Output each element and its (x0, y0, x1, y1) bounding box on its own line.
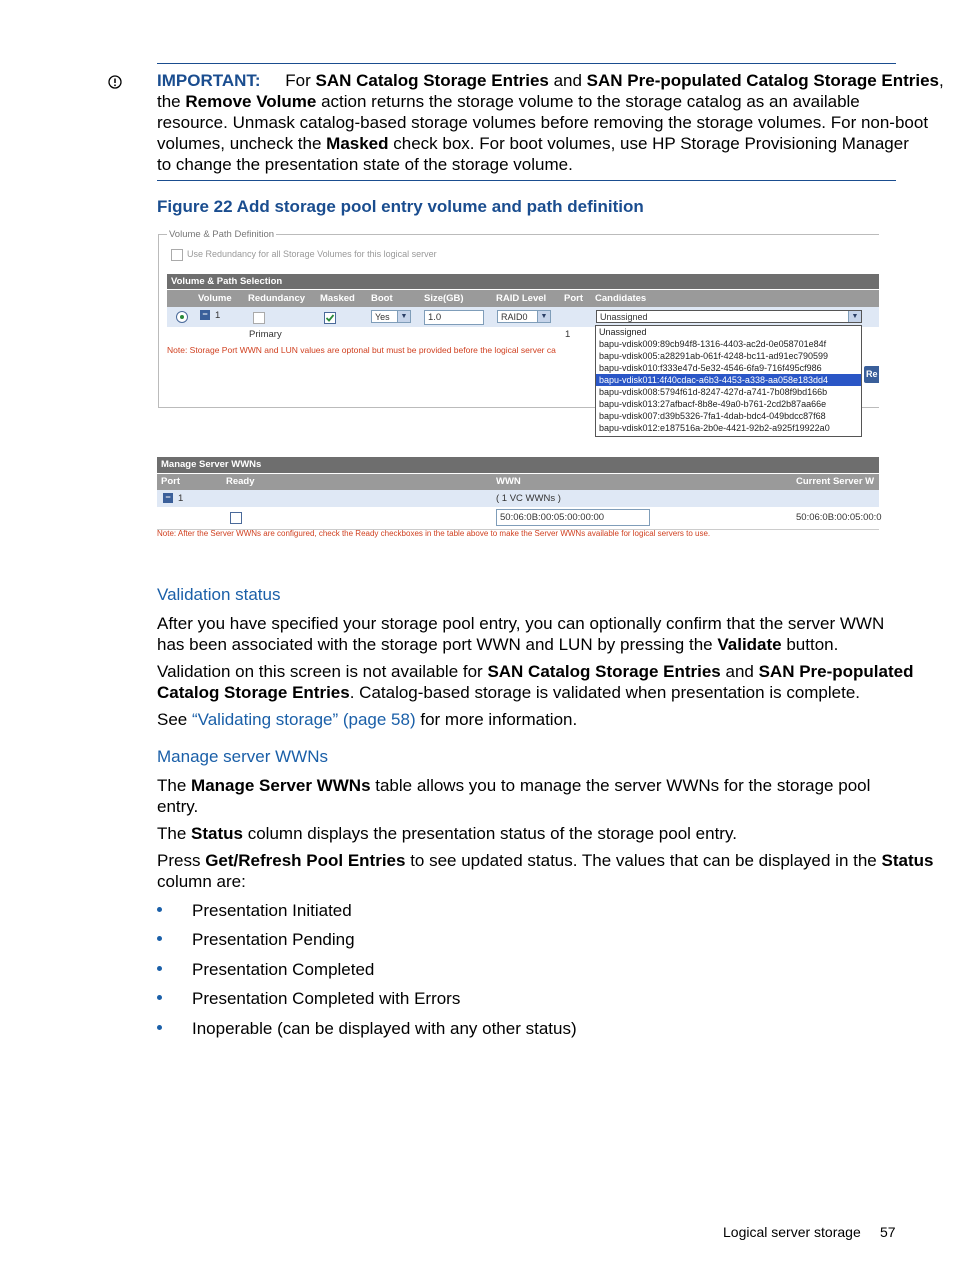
selection-header: Volume & Path Selection (167, 274, 879, 289)
dropdown-item[interactable]: bapu-vdisk013:27afbacf-8b8e-49a0-b761-2cd2b87aa66e (599, 399, 827, 409)
manage-paragraph-3: Press Get/Refresh Pool Entries to see updated status. The values that can be displayed in the Status column are: (157, 851, 934, 891)
wwn-panel (157, 457, 882, 539)
candidates-select[interactable]: Unassigned ▼ (596, 310, 862, 323)
dropdown-item[interactable]: Unassigned (599, 327, 647, 337)
wwn-port-row[interactable] (157, 490, 879, 507)
primary-port: 1 (565, 329, 571, 340)
important-label: IMPORTANT: (157, 71, 261, 90)
candidates-dropdown[interactable] (595, 325, 862, 437)
boot-select[interactable]: Yes ▼ (371, 310, 411, 323)
list-item: Presentation Completed (157, 959, 757, 988)
redundancy-label: Use Redundancy for all Storage Volumes for this logical server (187, 249, 437, 259)
col-size: Size(GB) (424, 293, 464, 304)
wwn-input[interactable]: 50:06:0B:00:05:00:00:00 (496, 509, 650, 526)
selection-columns (167, 290, 879, 307)
dropdown-item[interactable]: bapu-vdisk012:e187516a-2b0e-4421-92b2-a925f19922a0 (599, 423, 830, 433)
raid-select[interactable]: RAID0 ▼ (497, 310, 551, 323)
volume-radio[interactable] (176, 311, 188, 323)
redundancy-checkbox[interactable] (171, 249, 183, 261)
bullet-icon (157, 936, 162, 941)
important-block: IMPORTANT: For SAN Catalog Storage Entries and SAN Pre-populated Catalog Storage Entries, the Remove Volume action returns the storage volume to the storage catalog as an available resource. Unmask catalog-based storage volumes before removing the storage volumes. For non-boot volumes, uncheck the Masked check box. For boot volumes, use HP Storage Provisioning Manager to change the presentation state of the storage volume. (157, 71, 944, 174)
validation-paragraph-3: See “Validating storage” (page 58) for more information. (157, 710, 578, 729)
validation-heading: Validation status (157, 585, 281, 604)
list-item: Presentation Completed with Errors (157, 988, 757, 1017)
col-wwn: WWN (496, 476, 521, 487)
manage-paragraph-1: The Manage Server WWNs table allows you to manage the server WWNs for the storage pool entry. (157, 776, 871, 816)
status-list (157, 900, 757, 1047)
manage-heading: Manage server WWNs (157, 747, 328, 766)
list-item: Inoperable (can be displayed with any other status) (157, 1018, 757, 1047)
col-volume: Volume (198, 293, 232, 304)
primary-label: Primary (249, 329, 282, 340)
dropdown-item[interactable]: bapu-vdisk008:5794f61d-8247-427d-a741-7b08f9bd166b (599, 387, 828, 397)
volume-row[interactable] (167, 307, 879, 327)
col-boot: Boot (371, 293, 393, 304)
col-ready: Ready (226, 476, 255, 487)
dropdown-item[interactable]: bapu-vdisk009:89cb94f8-1316-4403-ac2d-0e058701e84f (599, 339, 827, 349)
list-item: Presentation Initiated (157, 900, 757, 929)
redundancy-row-checkbox[interactable] (253, 312, 265, 324)
manage-paragraph-2: The Status column displays the presentation status of the storage pool entry. (157, 824, 737, 843)
collapse-icon[interactable]: − (200, 310, 210, 320)
storage-note: Note: Storage Port WWN and LUN values are optonal but must be provided before the logical server ca (167, 345, 556, 355)
validation-paragraph-1: After you have specified your storage pool entry, you can optionally confirm that the server WWN has been associated with the storage port WWN and LUN by pressing the Validate button. (157, 614, 885, 654)
volume-number: 1 (215, 310, 221, 321)
col-masked: Masked (320, 293, 355, 304)
wwn-row (157, 507, 882, 529)
col-candidates: Candidates (595, 293, 647, 304)
chevron-down-icon: ▼ (397, 311, 410, 322)
col-raid: RAID Level (496, 293, 547, 304)
validating-storage-link[interactable]: “Validating storage” (page 58) (191, 710, 416, 729)
chevron-down-icon: ▼ (537, 311, 550, 322)
dropdown-item[interactable]: bapu-vdisk010:f333e47d-5e32-4546-6fa9-716f495cf986 (599, 363, 822, 373)
refresh-button[interactable]: Re (864, 366, 879, 383)
current-server-wwn: 50:06:0B:00:05:00:0 (796, 512, 882, 523)
important-icon (108, 75, 122, 89)
collapse-icon[interactable]: − (163, 493, 173, 503)
dropdown-item[interactable]: bapu-vdisk005:a28291ab-061f-4248-bc11-ad91ec790599 (599, 351, 829, 361)
bullet-icon (157, 907, 162, 912)
dropdown-item-selected[interactable]: bapu-vdisk011:4f40cdac-a6b3-4453-a338-aa058e183dd4 (596, 374, 861, 386)
col-port: Port (564, 293, 583, 304)
dropdown-item[interactable]: bapu-vdisk007:d39b5326-7fa1-4dab-bdc4-049bdcc87f68 (599, 411, 826, 421)
chevron-down-icon: ▼ (848, 311, 861, 322)
list-item: Presentation Pending (157, 929, 757, 958)
col-redundancy: Redundancy (248, 293, 306, 304)
ready-checkbox[interactable] (230, 512, 242, 524)
page-number: 57 (880, 1224, 896, 1240)
wwn-port-number: 1 (178, 493, 184, 504)
col-current-server-wwn: Current Server W (796, 476, 875, 487)
bullet-icon (157, 995, 162, 1000)
validation-paragraph-2: Validation on this screen is not available for SAN Catalog Storage Entries and SAN Pre-populated Catalog Storage Entries. Catalog-based storage is validated when presentation is complete. (157, 662, 914, 702)
wwn-note: Note: After the Server WWNs are configured, check the Ready checkboxes in the table above to make the Server WWNs available for logical servers to use. (157, 529, 711, 538)
top-rule (157, 63, 896, 64)
figure-caption: Figure 22 Add storage pool entry volume and path definition (157, 197, 644, 216)
masked-checkbox[interactable] (324, 312, 336, 324)
fieldset-legend: Volume & Path Definition (169, 229, 275, 240)
wwn-header: Manage Server WWNs (157, 457, 879, 473)
bottom-rule (157, 180, 896, 181)
wwn-columns (157, 474, 879, 490)
size-input[interactable]: 1.0 (424, 310, 484, 325)
bullet-icon (157, 966, 162, 971)
footer-section: Logical server storage (723, 1224, 861, 1240)
col-port: Port (161, 476, 180, 487)
vc-wwns-count: ( 1 VC WWNs ) (496, 493, 561, 504)
bullet-icon (157, 1025, 162, 1030)
